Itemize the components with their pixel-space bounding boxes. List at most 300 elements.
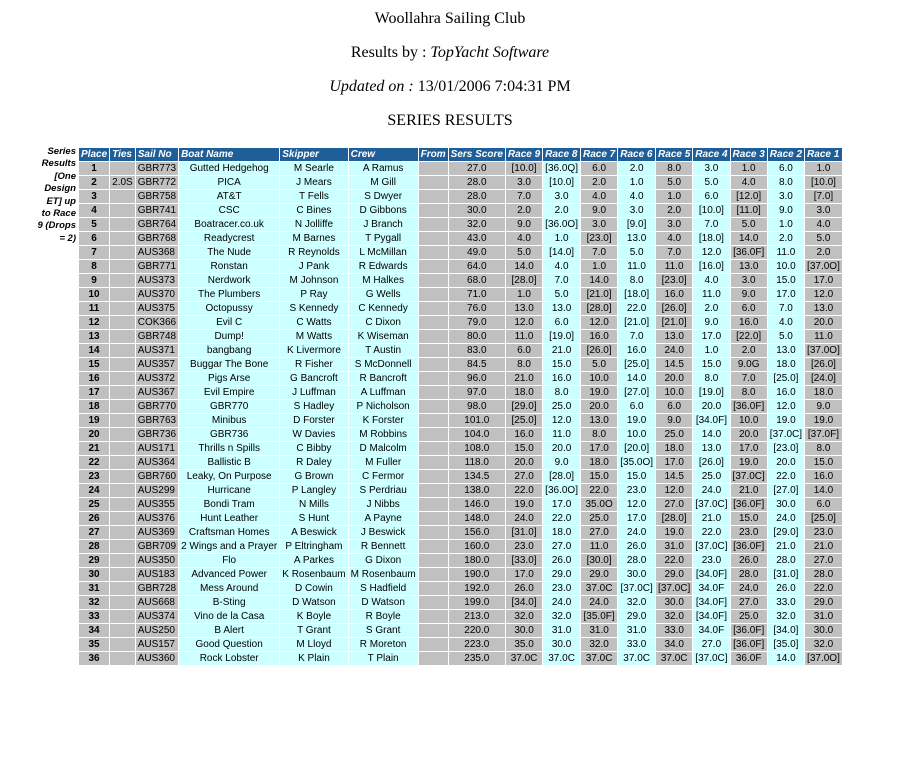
crew-cell: T Pygall: [349, 232, 418, 245]
race-score-cell: 5.0: [581, 358, 617, 371]
series-score-cell: 146.0: [449, 498, 505, 511]
race-score-cell: [31.0]: [506, 526, 542, 539]
race-score-cell: 30.0: [805, 624, 842, 637]
race-score-cell: 7.0: [543, 274, 580, 287]
ties-cell: [110, 288, 135, 301]
boat-name-cell: The Plumbers: [179, 288, 279, 301]
boat-name-cell: Evil C: [179, 316, 279, 329]
place-cell: 34: [79, 624, 109, 637]
crew-cell: J Branch: [349, 218, 418, 231]
race-score-cell: 3.0: [506, 176, 542, 189]
sail-no-cell: AUS368: [136, 246, 178, 259]
race-score-cell: 18.0: [506, 386, 542, 399]
race-score-cell: 36.0F: [731, 652, 767, 665]
from-cell: [419, 624, 448, 637]
race-score-cell: 5.0: [693, 176, 729, 189]
crew-cell: G Dixon: [349, 554, 418, 567]
race-score-cell: [36.0F]: [731, 540, 767, 553]
race-score-cell: [20.0]: [618, 442, 655, 455]
race-score-cell: 23.0: [805, 526, 842, 539]
place-cell: 18: [79, 400, 109, 413]
race-score-cell: [19.0]: [543, 330, 580, 343]
skipper-cell: G Brown: [280, 470, 347, 483]
from-cell: [419, 176, 448, 189]
crew-cell: R Moreton: [349, 638, 418, 651]
sail-no-cell: GBR764: [137, 219, 177, 230]
place-cell: 35: [79, 638, 109, 651]
race-score-cell: [37.0C]: [658, 583, 691, 594]
crew-cell: M Fuller: [349, 456, 418, 469]
from-cell: [419, 582, 448, 595]
from-cell: [419, 316, 448, 329]
from-cell: [419, 358, 448, 371]
sail-no-cell: GBR760: [137, 471, 177, 482]
race-score-cell: 31.0: [656, 540, 692, 553]
skipper-cell: R Reynolds: [280, 246, 347, 259]
ties-cell: [110, 218, 135, 231]
race-score-cell: [36.0Q]: [545, 163, 578, 174]
series-score-cell: 213.0: [449, 610, 505, 623]
place-cell: 21: [79, 442, 109, 455]
race-score-cell: 20.0: [506, 456, 542, 469]
race-score-cell: [21.0]: [656, 316, 692, 329]
race-score-cell: 21.0: [693, 512, 729, 525]
from-cell: [419, 386, 448, 399]
race-score-cell: 10.0: [618, 428, 655, 441]
race-score-cell: 7.0: [618, 330, 655, 343]
sail-no-cell: AUS369: [136, 526, 178, 539]
boat-name-cell: Readycrest: [179, 232, 279, 245]
table-row: [79, 512, 842, 525]
race-score-cell: 29.0: [581, 568, 617, 581]
race-score-cell: [35.0]: [768, 638, 804, 651]
race-score-cell: 14.0: [506, 260, 542, 273]
ties-cell: [110, 386, 135, 399]
table-row: [79, 176, 842, 189]
from-cell: [419, 246, 448, 259]
race-score-cell: 27.0: [581, 526, 617, 539]
race-score-cell: [37.0C]: [695, 541, 728, 552]
place-cell: 16: [79, 372, 109, 385]
race-score-cell: [35.0F]: [581, 610, 617, 623]
series-score-cell: 71.0: [449, 288, 505, 301]
race-score-cell: [33.0]: [506, 554, 542, 567]
skipper-cell: K Boyle: [280, 610, 347, 623]
race-score-cell: 26.0: [731, 554, 767, 567]
from-cell: [419, 610, 448, 623]
race-score-cell: 22.0: [768, 470, 804, 483]
race-score-cell: 8.0: [543, 386, 580, 399]
race-score-cell: 16.0: [543, 372, 580, 385]
race-score-cell: 9.0: [506, 218, 542, 231]
skipper-cell: N Jolliffe: [280, 218, 347, 231]
table-row: [79, 330, 842, 343]
race-score-cell: 13.0: [805, 302, 842, 315]
race-score-cell: 19.0: [805, 414, 842, 427]
series-score-cell: 96.0: [449, 372, 505, 385]
ties-cell: [110, 526, 135, 539]
race-score-cell: 22.0: [506, 484, 542, 497]
ties-cell: [110, 484, 135, 497]
race-score-cell: 9.0: [656, 414, 692, 427]
race-score-cell: 15.0: [768, 274, 804, 287]
race-score-cell: 9.0: [543, 456, 580, 469]
race-score-cell: 29.0: [805, 596, 842, 609]
series-score-cell: 32.0: [449, 218, 505, 231]
race-score-cell: 3.0: [768, 190, 804, 203]
race-score-cell: 11.0: [543, 428, 580, 441]
crew-cell: S Dwyer: [349, 190, 418, 203]
race-score-cell: [28.0]: [581, 302, 617, 315]
race-score-cell: 32.0: [656, 610, 692, 623]
race-score-cell: 2.0: [693, 302, 729, 315]
race-score-cell: 24.0: [731, 582, 767, 595]
sail-no-cell: AUS370: [136, 288, 178, 301]
race-score-cell: 32.0: [506, 610, 542, 623]
crew-cell: M Halkes: [349, 274, 418, 287]
race-score-cell: 9.0: [581, 204, 617, 217]
race-score-cell: 5.0: [768, 330, 804, 343]
column-header: Sail No: [136, 148, 178, 161]
ties-cell: 2.0S: [112, 177, 133, 188]
race-score-cell: 22.0: [581, 484, 617, 497]
race-score-cell: 31.0: [581, 624, 617, 637]
race-score-cell: [34.0F]: [693, 596, 729, 609]
race-score-cell: 2.0: [581, 176, 617, 189]
race-score-cell: 14.0: [693, 428, 729, 441]
race-score-cell: 9.0: [805, 400, 842, 413]
race-score-cell: 5.0: [543, 288, 580, 301]
crew-cell: D Malcolm: [349, 442, 418, 455]
race-score-cell: 30.0: [656, 596, 692, 609]
race-score-cell: 27.0: [693, 638, 729, 651]
race-score-cell: 8.0: [656, 162, 692, 175]
skipper-cell: C Bibby: [280, 442, 347, 455]
from-cell: [419, 288, 448, 301]
column-header: Race 3: [732, 149, 765, 160]
crew-cell: J Nibbs: [349, 498, 418, 511]
series-note: Series Results [One Design ET] up to Race 9 (Drops = 2): [37, 146, 76, 244]
place-cell: 31: [79, 582, 109, 595]
race-score-cell: [34.0F]: [693, 568, 729, 581]
race-score-cell: 33.0: [656, 624, 692, 637]
series-score-cell: 104.0: [449, 428, 505, 441]
boat-name-cell: bangbang: [179, 344, 279, 357]
skipper-cell: J Mears: [280, 176, 347, 189]
boat-name-cell: Leaky, On Purpose: [179, 470, 279, 483]
skipper-cell: C Watts: [280, 316, 347, 329]
race-score-cell: 26.0: [506, 582, 542, 595]
table-row: [79, 414, 842, 427]
race-score-cell: 22.0: [543, 512, 580, 525]
column-header: Race 9: [507, 149, 541, 160]
table-row: [79, 652, 842, 665]
race-score-cell: [25.0]: [506, 414, 542, 427]
series-score-cell: 97.0: [449, 386, 505, 399]
race-score-cell: 1.0: [656, 190, 692, 203]
ties-cell: [110, 414, 135, 427]
race-score-cell: 24.0: [693, 484, 729, 497]
place-cell: 3: [79, 190, 109, 203]
race-score-cell: 17.0: [618, 512, 655, 525]
column-header: Race 1: [805, 148, 842, 161]
boat-name-cell: Buggar The Bone: [179, 358, 279, 371]
crew-cell: C Fermor: [349, 470, 418, 483]
race-score-cell: 8.0: [581, 428, 617, 441]
race-score-cell: 15.0: [618, 470, 655, 483]
sail-no-cell: GBR768: [137, 233, 177, 244]
column-header: Race 6: [618, 148, 655, 161]
race-score-cell: 5.0: [731, 218, 767, 231]
from-cell: [419, 498, 448, 511]
race-score-cell: 15.0: [805, 456, 842, 469]
race-score-cell: 27.0: [805, 554, 842, 567]
race-score-cell: 26.0: [618, 540, 655, 553]
race-score-cell: 26.0: [768, 582, 804, 595]
race-score-cell: 15.0: [693, 358, 729, 371]
race-score-cell: 3.0: [618, 204, 655, 217]
race-score-cell: 12.0: [768, 400, 804, 413]
race-score-cell: 5.0: [656, 176, 692, 189]
ties-cell: [110, 582, 135, 595]
series-score-cell: 199.0: [449, 596, 505, 609]
race-score-cell: 6.0: [506, 344, 542, 357]
race-score-cell: 27.0: [656, 498, 692, 511]
race-score-cell: 33.0: [768, 596, 804, 609]
skipper-cell: M Searle: [280, 162, 347, 175]
table-row: [79, 526, 842, 539]
table-row: [79, 624, 842, 637]
race-score-cell: 3.0: [656, 218, 692, 231]
sail-no-cell: AUS373: [136, 274, 178, 287]
race-score-cell: 17.0: [581, 442, 617, 455]
race-score-cell: 3.0: [581, 218, 617, 231]
table-row: [79, 246, 842, 259]
race-score-cell: 15.0: [543, 358, 580, 371]
race-score-cell: 24.0: [506, 512, 542, 525]
ties-cell: [110, 232, 135, 245]
race-score-cell: 14.0: [805, 484, 842, 497]
race-score-cell: 11.0: [656, 260, 692, 273]
race-score-cell: 1.0: [543, 232, 580, 245]
sail-no-cell: AUS183: [136, 568, 178, 581]
series-score-cell: 134.5: [449, 470, 505, 483]
race-score-cell: 11.0: [581, 540, 617, 553]
race-score-cell: 18.0: [768, 358, 804, 371]
race-score-cell: 7.0: [693, 218, 729, 231]
ties-cell: [110, 344, 135, 357]
table-row: [79, 344, 842, 357]
series-score-cell: 180.0: [449, 554, 505, 567]
race-score-cell: [36.0F]: [731, 624, 767, 637]
series-score-cell: 156.0: [449, 526, 505, 539]
race-score-cell: 28.0: [768, 554, 804, 567]
race-score-cell: 32.0: [581, 638, 617, 651]
race-score-cell: 23.0: [506, 540, 542, 553]
skipper-cell: S Hunt: [280, 512, 347, 525]
table-row: [79, 568, 842, 581]
series-score-cell: 118.0: [449, 456, 505, 469]
race-score-cell: 30.0: [543, 638, 580, 651]
race-score-cell: 8.0: [768, 176, 804, 189]
boat-name-cell: PICA: [179, 176, 279, 189]
skipper-cell: J Pank: [280, 260, 347, 273]
race-score-cell: [36.0F]: [731, 246, 767, 259]
place-cell: 27: [79, 526, 109, 539]
place-cell: 10: [79, 288, 109, 301]
race-score-cell: 5.0: [805, 232, 842, 245]
place-cell: 29: [79, 554, 109, 567]
race-score-cell: 30.0: [618, 568, 655, 581]
from-cell: [419, 428, 448, 441]
race-score-cell: 13.0: [731, 260, 767, 273]
race-score-cell: 23.0: [731, 526, 767, 539]
boat-name-cell: AT&T: [179, 190, 279, 203]
boat-name-cell: Hunt Leather: [179, 512, 279, 525]
boat-name-cell: Thrills n Spills: [179, 442, 279, 455]
crew-cell: M Gill: [349, 176, 418, 189]
sail-no-cell: AUS171: [136, 442, 178, 455]
sail-no-cell: GBR741: [137, 205, 177, 216]
race-score-cell: [23.0]: [581, 232, 617, 245]
crew-cell: S Hadfield: [349, 582, 418, 595]
from-cell: [419, 344, 448, 357]
race-score-cell: 25.0: [656, 428, 692, 441]
race-score-cell: [30.0]: [581, 554, 617, 567]
skipper-cell: P Eltringham: [280, 540, 347, 553]
race-score-cell: 35.0O: [581, 498, 617, 511]
race-score-cell: [10.0]: [506, 162, 542, 175]
series-score-cell: 220.0: [449, 624, 505, 637]
sail-no-cell: AUS364: [136, 456, 178, 469]
from-cell: [419, 484, 448, 497]
race-score-cell: 27.0: [543, 540, 580, 553]
race-score-cell: 34.0F: [693, 624, 729, 637]
race-score-cell: 22.0: [618, 302, 655, 315]
crew-cell: M Rosenbaum: [350, 569, 416, 580]
column-header: Race 2: [769, 149, 803, 160]
skipper-cell: M Johnson: [280, 274, 347, 287]
race-score-cell: 1.0: [805, 162, 842, 175]
from-cell: [419, 652, 448, 665]
race-score-cell: 19.0: [768, 414, 804, 427]
from-cell: [419, 274, 448, 287]
series-score-cell: 160.0: [449, 540, 505, 553]
race-score-cell: 20.0: [768, 456, 804, 469]
race-score-cell: 21.0: [805, 540, 842, 553]
race-score-cell: [9.0]: [618, 218, 655, 231]
sail-no-cell: AUS668: [136, 596, 178, 609]
table-row: [79, 596, 842, 609]
series-score-cell: 223.0: [449, 638, 505, 651]
series-score-cell: 101.0: [449, 414, 505, 427]
race-score-cell: 21.0: [506, 372, 542, 385]
series-score-cell: 83.0: [449, 344, 505, 357]
series-score-cell: 235.0: [449, 652, 505, 665]
crew-cell: D Watson: [349, 596, 418, 609]
table-row: [79, 470, 842, 483]
crew-cell: D Gibbons: [349, 204, 418, 217]
race-score-cell: [25.0]: [768, 372, 804, 385]
series-score-cell: 79.0: [449, 316, 505, 329]
place-cell: 19: [79, 414, 109, 427]
skipper-cell: D Watson: [280, 596, 347, 609]
race-score-cell: 21.0: [768, 540, 804, 553]
skipper-cell: S Kennedy: [280, 302, 347, 315]
boat-name-cell: GBR736: [179, 428, 279, 441]
race-score-cell: 1.0: [768, 218, 804, 231]
race-score-cell: 18.0: [581, 456, 617, 469]
series-score-cell: 190.0: [449, 568, 505, 581]
crew-cell: A Luffman: [349, 386, 418, 399]
skipper-cell: D Forster: [280, 414, 347, 427]
table-row: [79, 442, 842, 455]
boat-name-cell: Dump!: [179, 330, 279, 343]
table-row: [79, 456, 842, 469]
race-score-cell: [37.0O]: [807, 345, 840, 356]
series-score-cell: 27.0: [449, 162, 505, 175]
race-score-cell: 11.0: [768, 246, 804, 259]
boat-name-cell: Craftsman Homes: [179, 526, 279, 539]
ties-cell: [110, 190, 135, 203]
table-row: [79, 484, 842, 497]
race-score-cell: 12.0: [805, 288, 842, 301]
race-score-cell: 6.0: [731, 302, 767, 315]
from-cell: [419, 372, 448, 385]
race-score-cell: 31.0: [618, 624, 655, 637]
race-score-cell: 25.0: [693, 470, 729, 483]
series-score-cell: 138.0: [449, 484, 505, 497]
race-score-cell: 14.5: [656, 358, 692, 371]
race-score-cell: 16.0: [506, 428, 542, 441]
place-cell: 32: [79, 596, 109, 609]
ties-cell: [110, 568, 135, 581]
race-score-cell: 24.0: [543, 596, 580, 609]
ties-cell: [110, 274, 135, 287]
table-row: [79, 498, 842, 511]
series-score-cell: 49.0: [449, 246, 505, 259]
race-score-cell: 37.0C: [656, 652, 692, 665]
table-row: [79, 638, 842, 651]
race-score-cell: 1.0: [506, 288, 542, 301]
race-score-cell: 8.0: [805, 442, 842, 455]
boat-name-cell: GBR770: [179, 400, 279, 413]
race-score-cell: [36.0F]: [731, 638, 767, 651]
race-score-cell: 16.0: [805, 470, 842, 483]
race-score-cell: 16.0: [731, 316, 767, 329]
series-score-cell: 68.0: [449, 274, 505, 287]
sail-no-cell: COK366: [137, 317, 177, 328]
race-score-cell: 37.0C: [618, 652, 655, 665]
ties-cell: [110, 260, 135, 273]
boat-name-cell: Boatracer.co.uk: [179, 218, 279, 231]
race-score-cell: 2.0: [618, 162, 655, 175]
sail-no-cell: GBR728: [137, 583, 177, 594]
race-score-cell: [37.0C]: [695, 653, 728, 664]
boat-name-cell: Octopussy: [179, 302, 279, 315]
race-score-cell: 25.0: [581, 512, 617, 525]
crew-cell: K Forster: [349, 414, 418, 427]
race-score-cell: [26.0]: [581, 344, 617, 357]
from-cell: [419, 218, 448, 231]
crew-cell: S Perdriau: [349, 484, 418, 497]
place-cell: 36: [79, 652, 109, 665]
race-score-cell: 24.0: [768, 512, 804, 525]
crew-cell: P Nicholson: [349, 400, 418, 413]
from-cell: [419, 470, 448, 483]
race-score-cell: 4.0: [805, 218, 842, 231]
race-score-cell: [25.0]: [805, 512, 842, 525]
